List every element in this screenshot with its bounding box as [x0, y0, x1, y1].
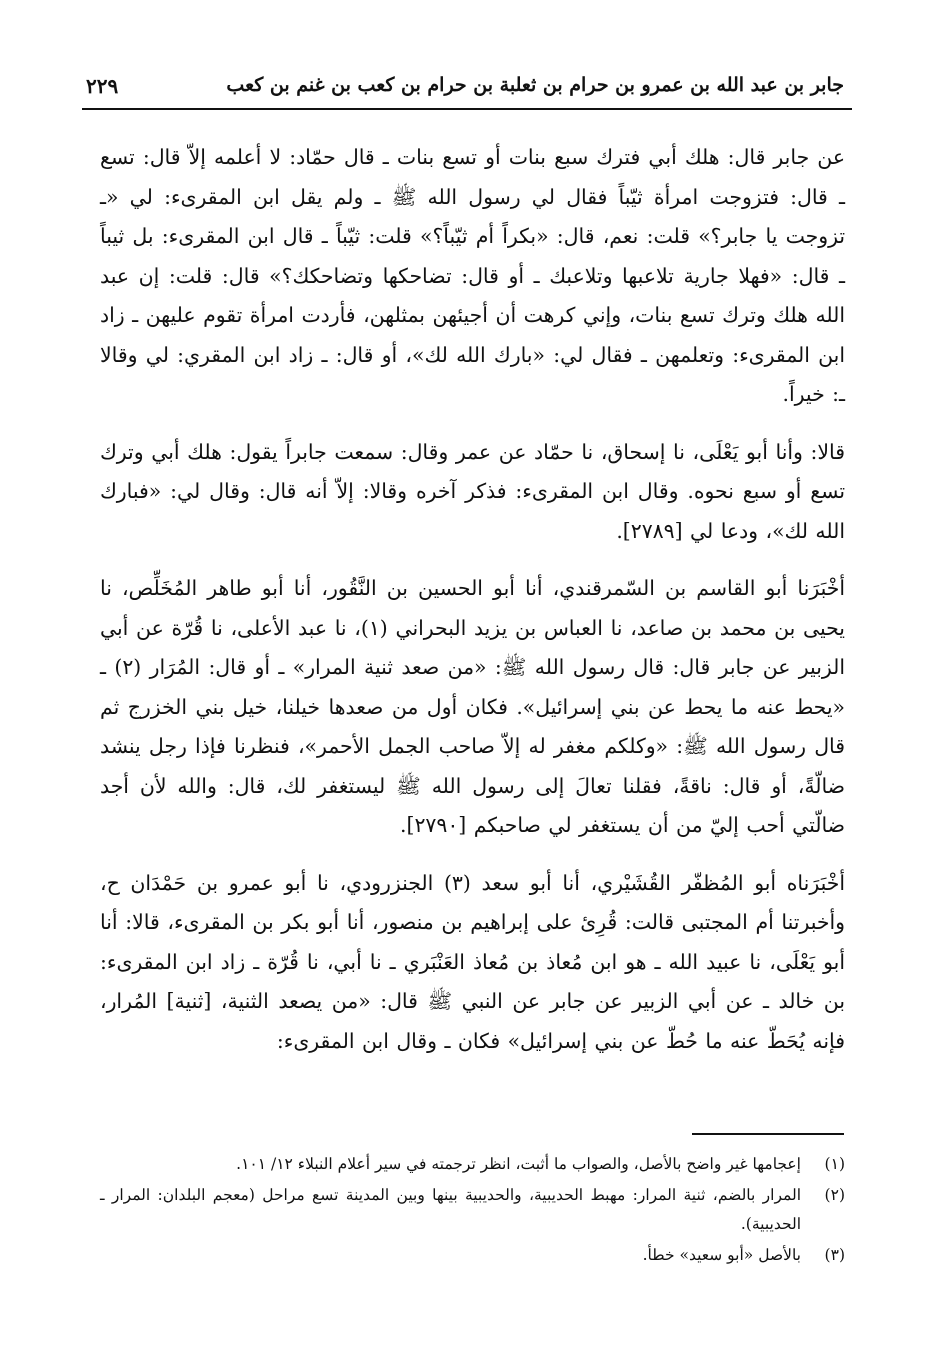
page-number: ٢٢٩ — [86, 74, 119, 98]
paragraph: أخْبَرَناه أبو المُظفّر القُشَيْري، أنا أبو سعد (٣) الجنزرودي، نا أبو عمرو بن حَمْدَان ح، وأخبرتنا أم المجتبى قالت: قُرِئ على إبراهيم بن منصور، أنا أبو بكر بن المقرىء، قالا: أنا أبو يَعْلَى، نا عبيد الله ـ هو ابن مُعاذ بن مُعاذ العَنْبَري ـ نا أبي، نا قُرّة ـ زاد ابن المقرىء: بن خالد ـ عن أبي الزبير عن جابر عن النبي ﷺ قال: «من يصعد الثنية، [ثنية] المُرار، فإنه يُحَطّ عنه ما حُطّ عن بني إسرائيل» فكان ـ وقال ابن المقرىء: — [100, 870, 845, 1053]
footnotes — [100, 1150, 845, 1272]
running-title: جابر بن عبد الله بن عمرو بن حرام بن ثعلبة بن حرام بن كعب بن غنم بن كعب — [226, 74, 844, 96]
footnote-text: بالأصل «أبو سعيد» خطأ. — [642, 1246, 801, 1264]
footnote — [100, 1241, 845, 1270]
paragraph: قالا: وأنا أبو يَعْلَى، نا إسحاق، نا حمّاد عن عمر وقال: سمعت جابراً يقول: هلك أبي وترك تسع أو سبع نحوه. وقال ابن المقرىء: فذكر آخره وقالا: إلاّ أنه قال: وقال لي: «فبارك الله لك»، ودعا لي [٢٧٨٩]. — [100, 439, 845, 543]
footnote — [100, 1181, 845, 1239]
footnote-text: المرار بالضم، ثنية المرار: مهبط الحديبية، والحديبية بينها وبين المدينة تسع مراحل (معجم البلدان: المرار ـ الحديبية). — [100, 1186, 801, 1233]
footnote-separator — [692, 1133, 844, 1135]
running-header — [82, 68, 852, 110]
footnote — [100, 1150, 845, 1179]
footnote-number: (٣) — [824, 1246, 845, 1264]
footnote-number: (٢) — [824, 1186, 845, 1204]
paragraph: أخْبَرَنا أبو القاسم بن السّمرقندي، أنا أبو الحسين بن النَّقُور، أنا أبو طاهر المُخَلِّص، نا يحيى بن محمد بن صاعد، نا العباس بن يزيد البحراني (١)، نا عبد الأعلى، نا قُرّة عن أبي الزبير عن جابر قال: قال رسول الله ﷺ: «من صعد ثنية المرار» ـ أو قال: المُرَار (٢) ـ «يحط عنه ما يحط عن بني إسرائيل». فكان أول من صعدها خيلنا، خيل بني الخزرج ثم قال رسول الله ﷺ: «وكلكم مغفر له إلاّ صاحب الجمل الأحمر»، فنظرنا فإذا رجل ينشد ضالّةً، أو قال: ناقةً، فقلنا تعالَ إلى رسول الله ﷺ ليستغفر لك، قال: والله لأن أجد ضالّتي أحب إليّ من أن يستغفر لي صاحبكم [٢٧٩٠]. — [100, 576, 845, 837]
footnote-text: إعجامها غير واضح بالأصل، والصواب ما أثبت، انظر ترجمته في سير أعلام النبلاء ١٢/ ١٠١. — [236, 1155, 801, 1173]
footnote-number: (١) — [824, 1155, 845, 1173]
main-text — [100, 138, 845, 1079]
paragraph: عن جابر قال: هلك أبي فترك سبع بنات أو تسع بنات ـ قال حمّاد: لا أعلمه إلاّ قال: تسع ـ قال: فتزوجت امرأة ثيّباً فقال لي رسول الله ﷺ ـ ولم يقل ابن المقرىء: لي «ـ تزوجت يا جابر؟» قلت: نعم، قال: «بكراً أم ثيّباً؟» قلت: ثيّباً ـ قال ابن المقرىء: بل ثيباً ـ قال: «فهلا جارية تلاعبها وتلاعبك ـ أو قال: تضاحكها وتضاحكك؟» قال: قلت: إن عبد الله هلك وترك تسع بنات، وإني كرهت أن أجيئهن بمثلهن، فأردت امرأة تقوم عليهن ـ زاد ابن المقرىء: وتعلمهن ـ فقال لي: «بارك الله لك»، أو قال: ـ زاد ابن المقري: لي وقالا ـ: خيراً. — [100, 145, 845, 406]
